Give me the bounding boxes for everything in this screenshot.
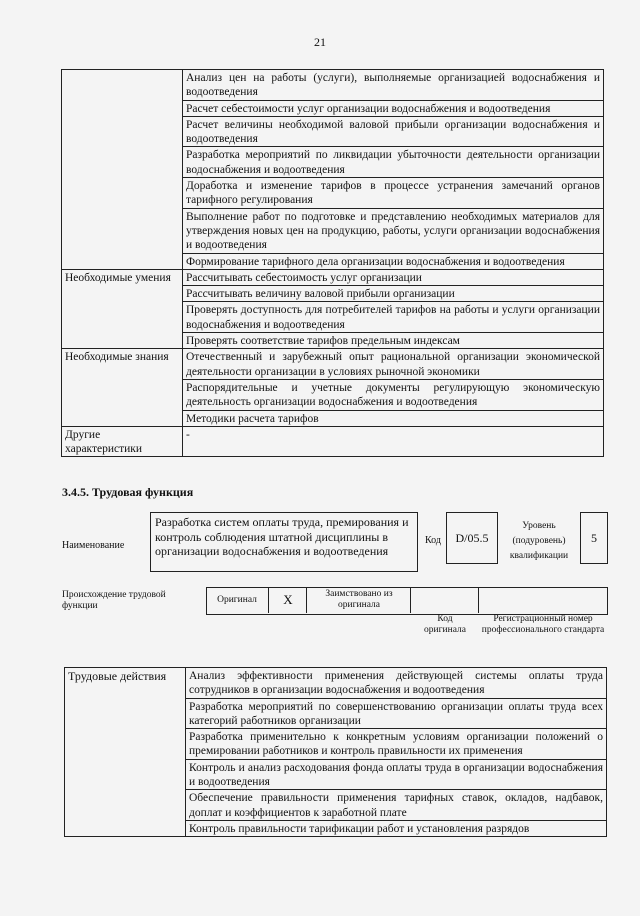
row-label-other: Другие характеристики bbox=[62, 426, 183, 457]
original-label: Оригинал bbox=[217, 594, 257, 605]
table-cell: Формирование тарифного дела организации водоснабжения и водоотведения bbox=[183, 253, 604, 269]
table-cell: Отечественный и зарубежный опыт рациональной организации экономической деятельности организации в условиях рыночной экономики bbox=[183, 349, 604, 380]
table-row bbox=[62, 426, 604, 457]
section-title: 3.4.5. Трудовая функция bbox=[62, 485, 194, 499]
level-value: 5 bbox=[580, 512, 608, 564]
table-cell: Разработка мероприятий по ликвидации убыточности деятельности организации водоснабжения и водоотведения bbox=[183, 147, 604, 178]
level-label: Уровень (подуровень) квалификации bbox=[509, 521, 569, 561]
table-cell: - bbox=[183, 426, 604, 457]
reg-num-cell bbox=[478, 587, 607, 613]
table-cell: Методики расчета тарифов bbox=[183, 410, 604, 426]
labor-actions-table bbox=[64, 667, 607, 837]
table-row bbox=[65, 668, 607, 699]
table-cell: Разработка мероприятий по совершенствованию организации оплаты труда всех категорий работников организации bbox=[186, 698, 607, 729]
origin-label: Происхождение трудовой функции bbox=[62, 590, 166, 611]
table-cell: Расчет величины необходимой валовой прибыли организации водоснабжения и водоотведения bbox=[183, 116, 604, 147]
function-name-field: Разработка систем оплаты труда, премирования и контроль соблюдения штатной дисциплины в организации водоснабжения и водоотведения bbox=[150, 512, 418, 572]
row-label-skills: Необходимые умения bbox=[62, 269, 183, 348]
page-number: 21 bbox=[314, 35, 326, 49]
table-cell: Доработка и изменение тарифов в процессе устранения замечаний органов тарифного регулирования bbox=[183, 178, 604, 209]
reg-num-label: Регистрационный номер профессионального стандарта bbox=[481, 614, 605, 635]
table-row bbox=[62, 70, 604, 101]
orig-code-cell bbox=[410, 587, 479, 613]
table-cell: Анализ эффективности применения действующей системы оплаты труда сотрудников в организации водоснабжения и водоотведения bbox=[186, 668, 607, 699]
table-cell: Контроль и анализ расходования фонда оплаты труда в организации водоснабжения и водоотведения bbox=[186, 759, 607, 790]
table-cell: Рассчитывать величину валовой прибыли организации bbox=[183, 286, 604, 302]
name-label: Наименование bbox=[62, 540, 125, 551]
table-cell: Расчет себестоимости услуг организации водоснабжения и водоотведения bbox=[183, 100, 604, 116]
table-cell: Обеспечение правильности применения тарифных ставок, окладов, надбавок, доплат и коэффициентов к заработной плате bbox=[186, 790, 607, 821]
row-label-knowledge: Необходимые знания bbox=[62, 349, 183, 426]
table-cell: Контроль правильности тарификации работ и установления разрядов bbox=[186, 820, 607, 836]
orig-code-label: Код оригинала bbox=[424, 614, 466, 635]
row-label-actions: Трудовые действия bbox=[65, 668, 186, 837]
borrowed-label: Заимствовано из оригинала bbox=[306, 587, 411, 613]
competency-table bbox=[61, 69, 604, 457]
table-cell: Разработка применительно к конкретным условиям организации положений о премировании работников и контроль правильности их применения bbox=[186, 729, 607, 760]
table-cell: Анализ цен на работы (услуги), выполняемые организацией водоснабжения и водоотведения bbox=[183, 70, 604, 101]
table-row bbox=[62, 269, 604, 285]
original-mark: X bbox=[268, 587, 307, 613]
table-cell: Рассчитывать себестоимость услуг организации bbox=[183, 269, 604, 285]
table-cell: Проверять соответствие тарифов предельным индексам bbox=[183, 333, 604, 349]
code-value: D/05.5 bbox=[446, 512, 498, 564]
table-cell: Выполнение работ по подготовке и представлению необходимых материалов для утверждения новых цен на продукцию, работы, услуги организации водоснабжения и водоотведения bbox=[183, 208, 604, 253]
row-label bbox=[62, 70, 183, 270]
code-label: Код bbox=[425, 535, 441, 546]
table-row bbox=[62, 349, 604, 380]
table-cell: Распорядительные и учетные документы регулирующую экономическую деятельность организации водоснабжения и водоотведения bbox=[183, 379, 604, 410]
table-cell: Проверять доступность для потребителей тарифов на работы и услуги организации водоснабжения и водоотведения bbox=[183, 302, 604, 333]
